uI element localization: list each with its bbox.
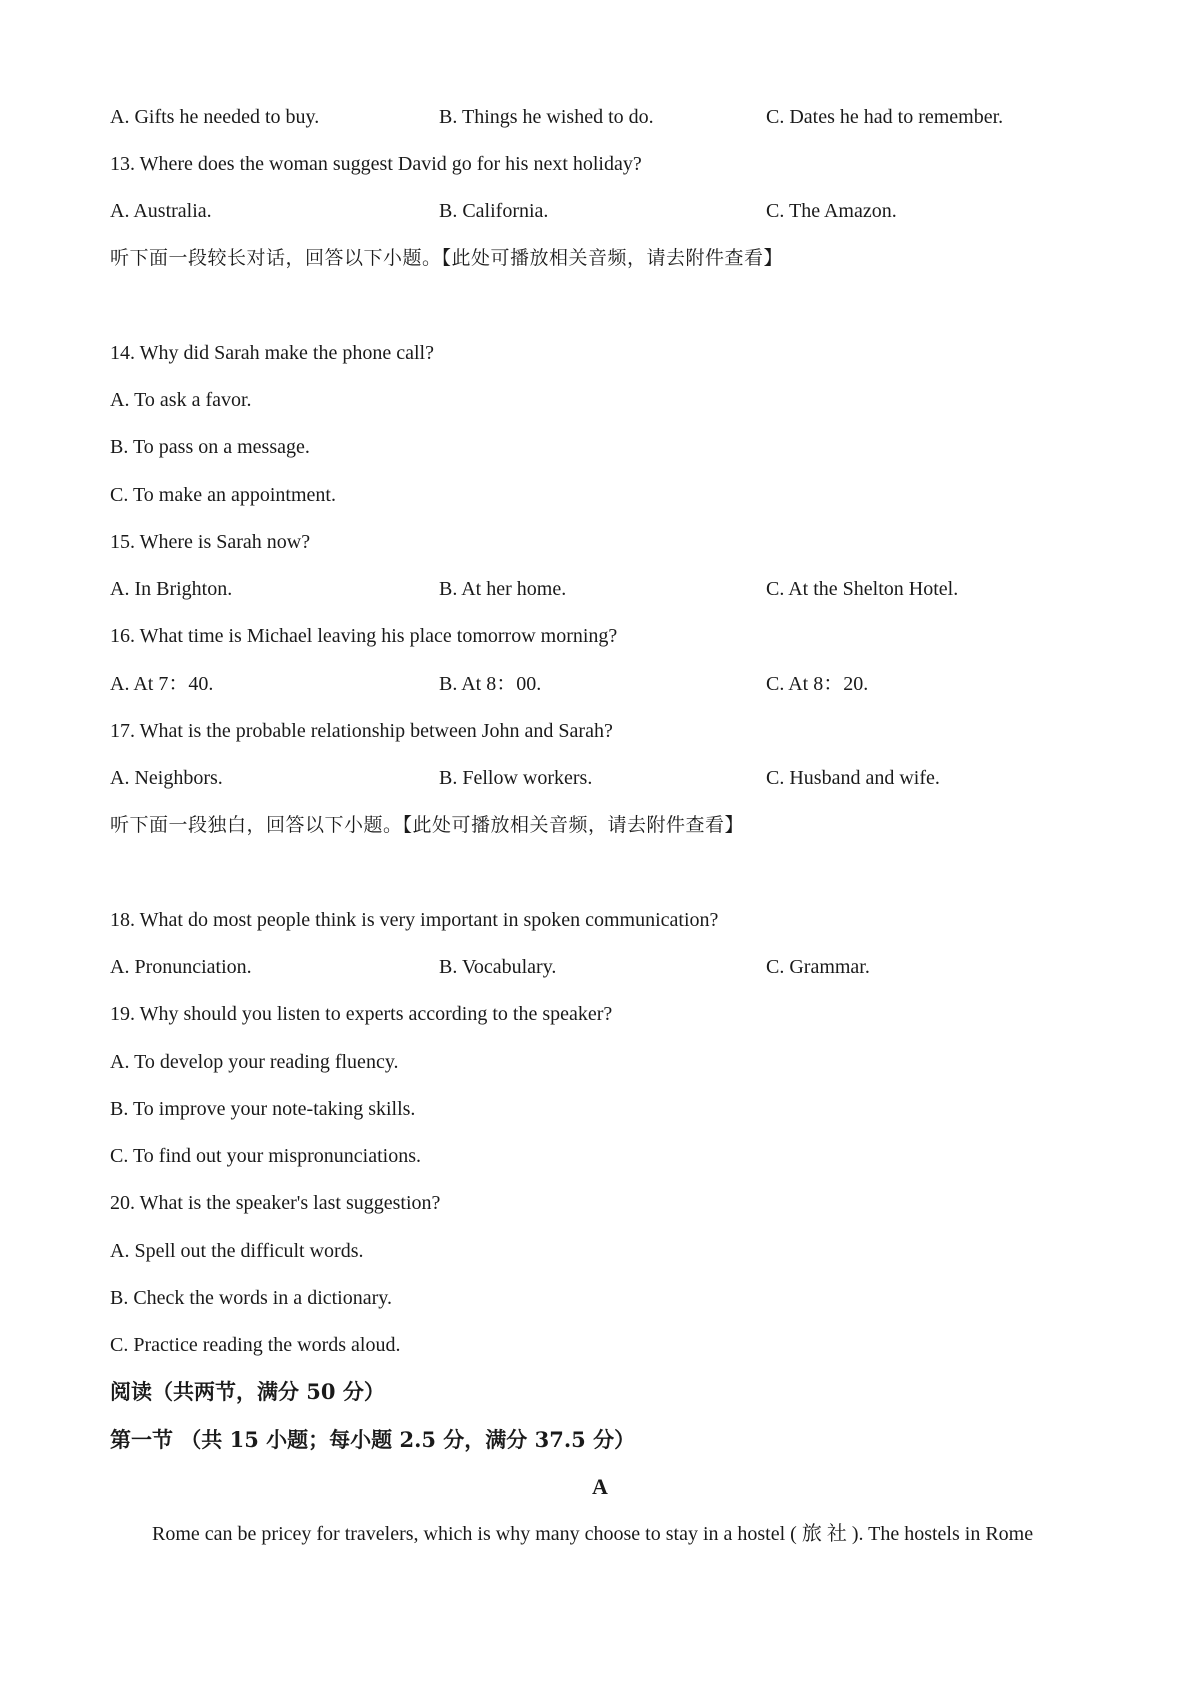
q19-option-b: B. To improve your note-taking skills. [110,1098,416,1120]
q12-options [110,105,1110,129]
passage-first-line: Rome can be pricey for travelers, which is why many choose to stay in a hostel ( 旅 社 ). The hostels in Rome [152,1523,1034,1545]
q17-option-a: A. Neighbors. [110,767,223,789]
q18-option-c: C. Grammar. [766,956,870,978]
passage-label: A [592,1474,608,1499]
q20-option-a: A. Spell out the difficult words. [110,1240,364,1262]
q18-options [110,955,1110,979]
reading-section-title: 阅读（共两节，满分 50 分） [110,1379,385,1404]
q13-option-a: A. Australia. [110,200,212,222]
q16-option-b: B. At 8：00. [439,673,542,695]
q17-stem: 17. What is the probable relationship between John and Sarah? [110,720,613,742]
q15-options [110,577,1110,601]
q12-option-b: B. Things he wished to do. [439,106,654,128]
q14-stem: 14. Why did Sarah make the phone call? [110,342,434,364]
q16-stem: 16. What time is Michael leaving his place tomorrow morning? [110,625,618,647]
q13-option-b: B. California. [439,200,549,222]
listening-intro-dialogue: 听下面一段较长对话，回答以下小题。【此处可播放相关音频，请去附件查看】 [110,247,784,269]
q15-stem: 15. Where is Sarah now? [110,531,311,553]
q18-option-a: A. Pronunciation. [110,956,252,978]
q19-option-a: A. To develop your reading fluency. [110,1051,399,1073]
q18-stem: 18. What do most people think is very important in spoken communication? [110,909,719,931]
q16-option-a: A. At 7：40. [110,673,214,695]
q14-option-c: C. To make an appointment. [110,484,336,506]
q14-option-b: B. To pass on a message. [110,436,310,458]
listening-intro-monologue: 听下面一段独白，回答以下小题。【此处可播放相关音频，请去附件查看】 [110,814,745,836]
q13-stem: 13. Where does the woman suggest David go for his next holiday? [110,153,642,175]
q12-option-c: C. Dates he had to remember. [766,106,1004,128]
q17-options [110,766,1110,790]
q19-option-c: C. To find out your mispronunciations. [110,1145,421,1167]
q16-option-c: C. At 8：20. [766,673,869,695]
q15-option-c: C. At the Shelton Hotel. [766,578,959,600]
q12-option-a: A. Gifts he needed to buy. [110,106,320,128]
q20-stem: 20. What is the speaker's last suggestion? [110,1192,441,1214]
q13-options [110,199,1110,223]
q17-option-b: B. Fellow workers. [439,767,593,789]
q19-stem: 19. Why should you listen to experts according to the speaker? [110,1003,613,1025]
q13-option-c: C. The Amazon. [766,200,897,222]
q20-option-c: C. Practice reading the words aloud. [110,1334,401,1356]
q16-options [110,672,1110,696]
q15-option-b: B. At her home. [439,578,567,600]
q15-option-a: A. In Brighton. [110,578,233,600]
reading-part-title: 第一节 （共 15 小题；每小题 2.5 分，满分 37.5 分） [110,1427,636,1452]
q20-option-b: B. Check the words in a dictionary. [110,1287,392,1309]
q14-option-a: A. To ask a favor. [110,389,252,411]
q18-option-b: B. Vocabulary. [439,956,557,978]
q17-option-c: C. Husband and wife. [766,767,940,789]
